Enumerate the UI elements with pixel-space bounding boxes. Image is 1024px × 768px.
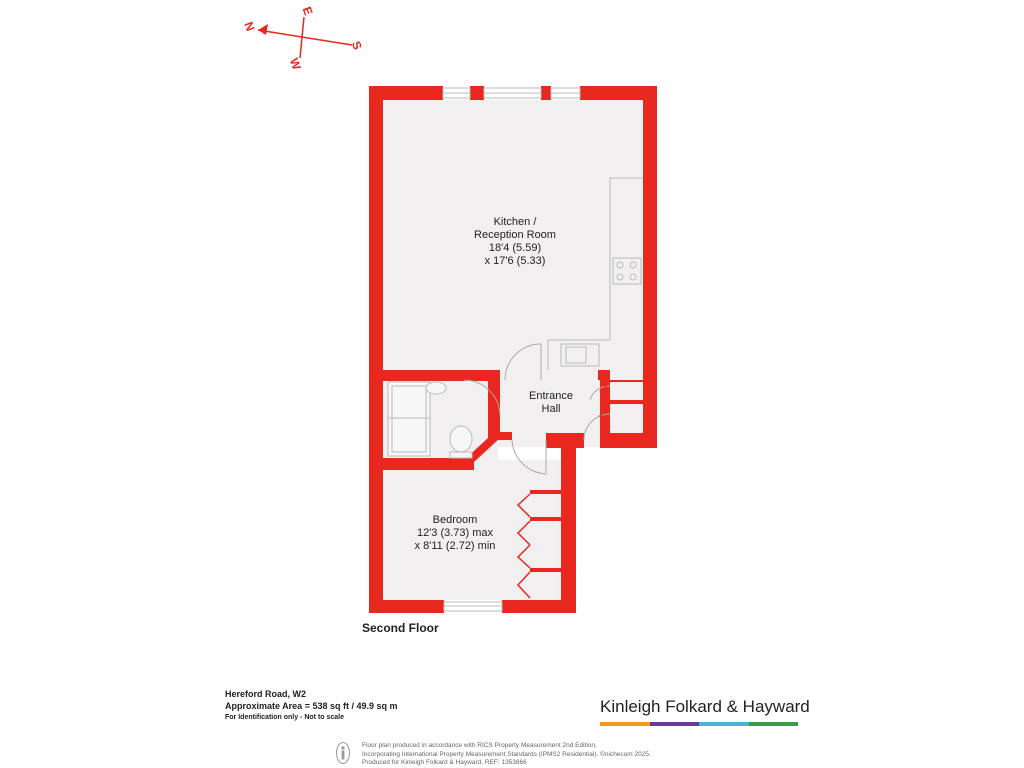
toilet-icon bbox=[450, 426, 472, 452]
compass-south: S bbox=[348, 39, 365, 52]
bedroom-label bbox=[395, 514, 515, 553]
hall-label bbox=[515, 390, 587, 416]
basin-icon bbox=[426, 382, 446, 394]
compass-north: N bbox=[241, 19, 258, 33]
brand-bar-purple bbox=[650, 722, 700, 726]
compass-arrow-icon bbox=[258, 24, 268, 35]
measurement-person-icon bbox=[336, 742, 350, 764]
kitchen-dim-1: 18'4 (5.59) bbox=[488, 242, 542, 254]
footer-line-1: Floor plan produced in accordance with RICS Property Measurement 2nd Edition, bbox=[362, 742, 597, 749]
property-area: Approximate Area = 538 sq ft / 49.9 sq m bbox=[225, 701, 398, 711]
brand-bar-blue bbox=[699, 722, 749, 726]
kitchen-label bbox=[450, 216, 580, 268]
brand-color-bar bbox=[600, 722, 798, 726]
hall-name-2: Hall bbox=[541, 403, 561, 415]
compass-west: W bbox=[286, 56, 304, 72]
footer-line-2: Incorporating International Property Measurement Standards (IPMS2 Residential). ©nichecom 2025. bbox=[362, 750, 651, 758]
property-info bbox=[225, 688, 398, 724]
brand-bar-orange bbox=[600, 722, 650, 726]
bedroom-name: Bedroom bbox=[432, 514, 478, 526]
property-disclaimer: For Identification only - Not to scale bbox=[225, 714, 345, 721]
bedroom-dim-1: 12'3 (3.73) max bbox=[416, 527, 494, 539]
footer-line-3: Produced for Kinleigh Folkard & Hayward. REF: 1353866 bbox=[362, 759, 527, 766]
bedroom-dim-2: x 8'11 (2.72) min bbox=[414, 540, 496, 552]
floor-title: Second Floor bbox=[362, 621, 439, 635]
bath-icon bbox=[388, 382, 430, 456]
footer-notes bbox=[362, 742, 651, 768]
compass-east: E bbox=[299, 4, 316, 18]
kitchen-name-2: Reception Room bbox=[474, 229, 556, 241]
brand-bar-green bbox=[749, 722, 799, 726]
brand-logo: Kinleigh Folkard & Hayward bbox=[600, 697, 810, 716]
kitchen-name-1: Kitchen / bbox=[493, 216, 537, 228]
property-address: Hereford Road, W2 bbox=[225, 689, 307, 699]
hall-name-1: Entrance bbox=[528, 390, 574, 402]
kitchen-dim-2: x 17'6 (5.33) bbox=[484, 255, 546, 267]
compass bbox=[241, 5, 364, 72]
